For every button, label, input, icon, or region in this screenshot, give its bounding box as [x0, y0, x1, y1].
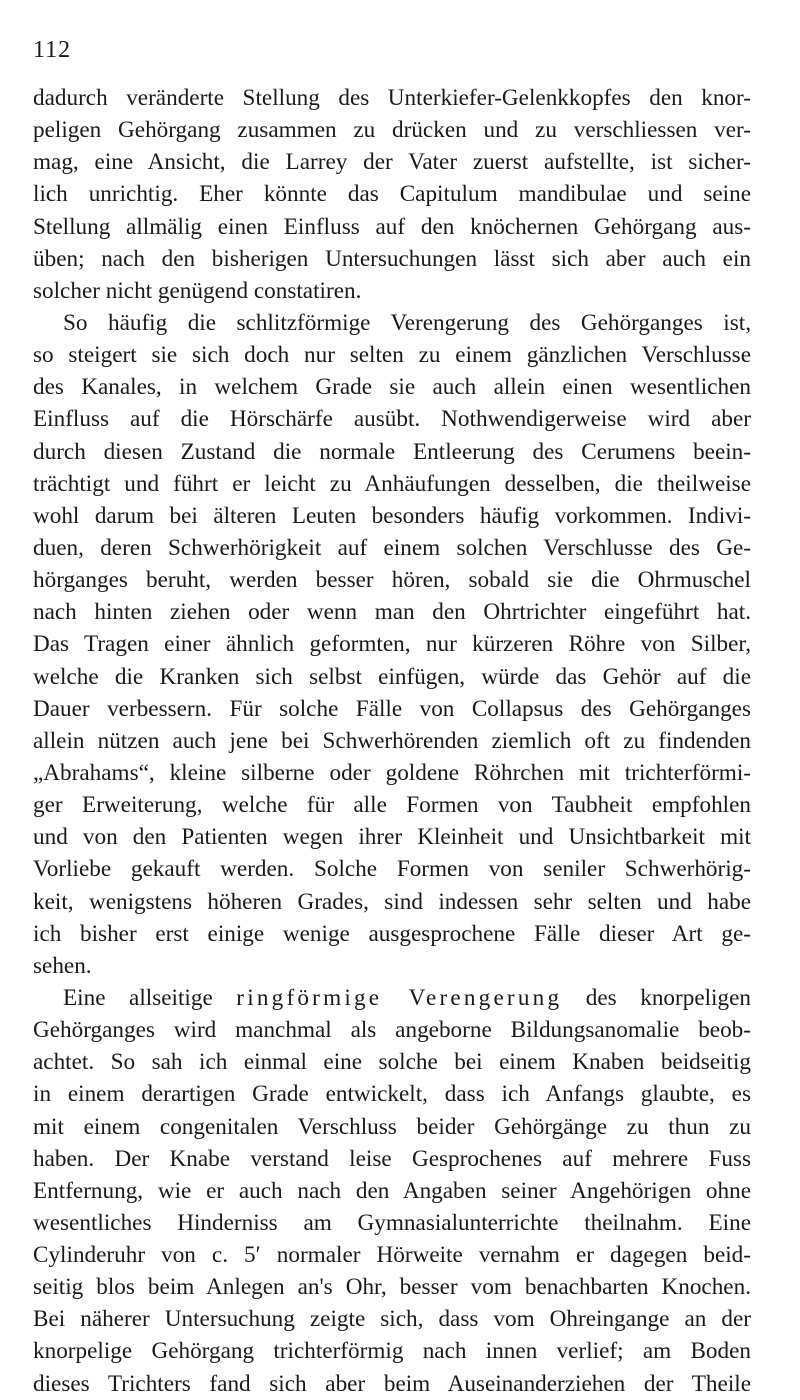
text-line: trächtigt und führt er leicht zu Anhäufungen desselben, die theilweise	[33, 470, 751, 497]
text-line: in einem derartigen Grade entwickelt, dass ich Anfangs glaubte, es	[33, 1081, 751, 1108]
text-line: seitig blos beim Anlegen an's Ohr, besser vom benachbarten Knochen.	[33, 1274, 751, 1301]
text-line: knorpelige Gehörgang trichterförmig nach innen verlief; am Boden	[33, 1338, 751, 1365]
text-line: Entfernung, wie er auch nach den Angaben seiner Angehörigen ohne	[33, 1177, 751, 1204]
text-line: des Kanales, in welchem Grade sie auch allein einen wesentlichen	[33, 374, 751, 401]
text-line: Cylinderuhr von c. 5′ normaler Hörweite vernahm er dagegen beid-	[33, 1242, 751, 1269]
body-text	[33, 82, 751, 1400]
paragraph-first-line: So häufig die schlitzförmige Verengerung des Gehörganges ist,	[63, 309, 751, 336]
text-line: Einfluss auf die Hörschärfe ausübt. Nothwendigerweise wird aber	[33, 406, 751, 433]
text-line: peligen Gehörgang zusammen zu drücken und zu verschliessen ver-	[33, 117, 751, 144]
text-line: Gehörganges wird manchmal als angeborne Bildungsanomalie beob-	[33, 1017, 751, 1044]
text-line: und von den Patienten wegen ihrer Kleinheit und Unsichtbarkeit mit	[33, 824, 751, 851]
text-line: duen, deren Schwerhörigkeit auf einem solchen Verschlusse des Ge-	[33, 534, 751, 561]
text-line: mag, eine Ansicht, die Larrey der Vater zuerst aufstellte, ist sicher-	[33, 149, 751, 176]
text-line: wesentliches Hinderniss am Gymnasialunterrichte theilnahm. Eine	[33, 1209, 751, 1236]
text-line: solcher nicht genügend constatiren.	[33, 277, 362, 304]
text-line: üben; nach den bisherigen Untersuchungen lässt sich aber auch ein	[33, 245, 751, 272]
text-line: Vorliebe gekauft werden. Solche Formen von seniler Schwerhörig-	[33, 856, 751, 883]
text-line: keit, wenigstens höheren Grades, sind indessen sehr selten und habe	[33, 888, 751, 915]
text-line: Bei näherer Untersuchung zeigte sich, dass vom Ohreingange an der	[33, 1306, 751, 1333]
text-line: sehen.	[33, 952, 92, 979]
text-line: wohl darum bei älteren Leuten besonders häufig vorkommen. Indivi-	[33, 502, 751, 529]
text-line: haben. Der Knabe verstand leise Gesprochenes auf mehrere Fuss	[33, 1145, 751, 1172]
text-line: Dauer verbessern. Für solche Fälle von Collapsus des Gehörganges	[33, 695, 751, 722]
paragraph-first-line	[33, 982, 751, 1014]
text-line: Stellung allmälig einen Einfluss auf den knöchernen Gehörgang aus-	[33, 213, 751, 240]
text-line: Das Tragen einer ähnlich geformten, nur kürzeren Röhre von Silber,	[33, 631, 751, 658]
page-number: 112	[33, 37, 72, 63]
text-line: welche die Kranken sich selbst einfügen, würde das Gehör auf die	[33, 663, 751, 690]
text-line: ich bisher erst einige wenige ausgesprochene Fälle dieser Art ge-	[33, 920, 751, 947]
text-line: hörganges beruht, werden besser hören, sobald sie die Ohrmuschel	[33, 567, 751, 594]
text-line: dieses Trichters fand sich aber beim Auseinanderziehen der Theile	[33, 1370, 751, 1397]
text-line: durch diesen Zustand die normale Entleerung des Cerumens beein-	[33, 438, 751, 465]
text-line: „Abrahams“, kleine silberne oder goldene Röhrchen mit trichterförmi-	[33, 759, 751, 786]
text-line: mit einem congenitalen Verschluss beider Gehörgänge zu thun zu	[33, 1113, 751, 1140]
text-line: allein nützen auch jene bei Schwerhörenden ziemlich oft zu findenden	[33, 727, 751, 754]
text-line: dadurch veränderte Stellung des Unterkiefer-Gelenkkopfes den knor-	[33, 85, 751, 111]
text-line: ger Erweiterung, welche für alle Formen von Taubheit empfohlen	[33, 792, 751, 819]
text-line: so steigert sie sich doch nur selten zu einem gänzlichen Verschlusse	[33, 342, 751, 369]
text-line: achtet. So sah ich einmal eine solche bei einem Knaben beidseitig	[33, 1049, 751, 1076]
text-line: lich unrichtig. Eher könnte das Capitulum mandibulae und seine	[33, 181, 751, 208]
text-segment: Eine allseitige	[63, 984, 237, 1011]
text-line: nach hinten ziehen oder wenn man den Ohrtrichter eingeführt hat.	[33, 599, 751, 626]
text-segment: des knorpeligen	[562, 984, 751, 1011]
emphasized-term: ringförmige Verengerung	[236, 984, 563, 1011]
